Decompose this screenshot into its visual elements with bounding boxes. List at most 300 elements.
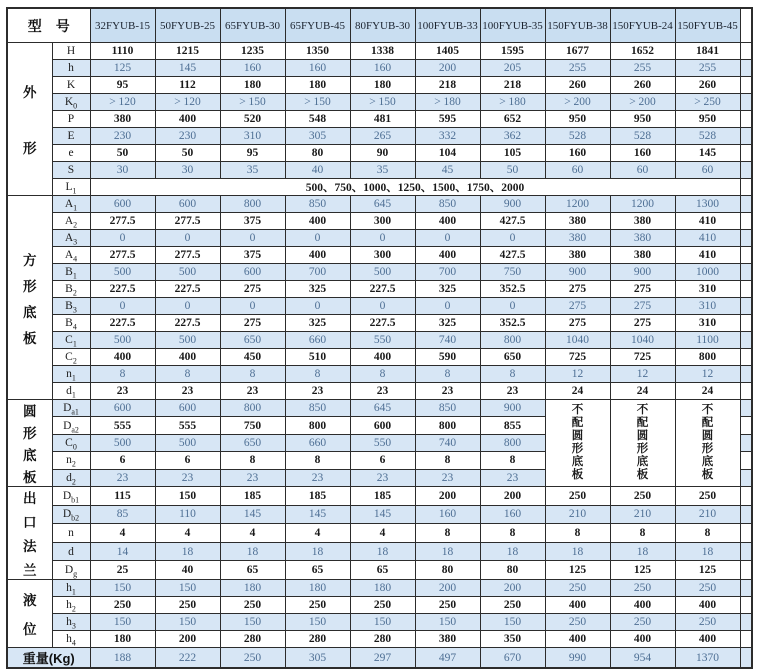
value-cell: 200 [480, 580, 545, 597]
group-label-cell: 圆 形 底 板 [7, 400, 52, 487]
spacer-column-cell [740, 247, 752, 264]
value-cell: 380 [415, 631, 480, 648]
value-cell: > 180 [480, 94, 545, 111]
value-cell: 0 [155, 298, 220, 315]
value-cell: 150 [155, 487, 220, 506]
value-cell: 275 [220, 315, 285, 332]
value-cell: 855 [480, 417, 545, 434]
value-cell: 950 [675, 111, 740, 128]
value-cell: 275 [220, 281, 285, 298]
spacer-column-cell [740, 298, 752, 315]
value-cell: 23 [155, 469, 220, 486]
value-cell: 548 [285, 111, 350, 128]
spacer-column-cell [740, 145, 752, 162]
spacer-column-cell [740, 162, 752, 179]
value-cell: 410 [675, 230, 740, 247]
table-row [7, 524, 752, 543]
value-cell: 18 [350, 542, 415, 561]
value-cell: 280 [350, 631, 415, 648]
table-row [7, 213, 752, 230]
value-cell: 8 [220, 452, 285, 469]
value-cell: 65 [220, 561, 285, 580]
value-cell: 500 [350, 264, 415, 281]
value-cell: 35 [350, 162, 415, 179]
value-cell: 725 [610, 349, 675, 366]
value-cell: 400 [350, 349, 415, 366]
spacer-column-cell [740, 60, 752, 77]
value-cell: 6 [90, 452, 155, 469]
value-cell: 180 [350, 580, 415, 597]
value-cell: 325 [285, 315, 350, 332]
value-cell: 900 [610, 264, 675, 281]
value-cell: 160 [545, 145, 610, 162]
value-cell: 400 [90, 349, 155, 366]
value-cell: 352.5 [480, 281, 545, 298]
value-cell: 125 [675, 561, 740, 580]
param-label-cell: $C_1$ [52, 332, 90, 349]
value-cell: 150 [415, 614, 480, 631]
param-label-cell: P [52, 111, 90, 128]
value-cell: 410 [675, 247, 740, 264]
table-row [7, 383, 752, 400]
value-cell: 265 [350, 128, 415, 145]
value-cell: 600 [155, 400, 220, 417]
value-cell: 0 [155, 230, 220, 247]
value-cell: 23 [220, 383, 285, 400]
value-cell: 1200 [610, 196, 675, 213]
value-cell: 250 [545, 487, 610, 506]
table-row [7, 145, 752, 162]
value-cell: 600 [90, 400, 155, 417]
value-cell: 65 [350, 561, 415, 580]
value-cell: > 150 [220, 94, 285, 111]
model-column-header: 150FYUB-45 [675, 8, 740, 43]
value-cell: 800 [675, 349, 740, 366]
spacer-column-cell [740, 43, 752, 60]
value-cell: 280 [220, 631, 285, 648]
value-cell: 250 [415, 597, 480, 614]
value-cell: 200 [415, 60, 480, 77]
value-cell: 555 [90, 417, 155, 434]
spacer-column-cell [740, 400, 752, 417]
value-cell: 1338 [350, 43, 415, 60]
table-row [7, 179, 752, 196]
value-cell: 8 [155, 366, 220, 383]
weight-value-cell: 954 [610, 648, 675, 669]
value-cell: 650 [220, 332, 285, 349]
value-cell: 8 [90, 366, 155, 383]
table-row [7, 505, 752, 524]
value-cell: 1350 [285, 43, 350, 60]
param-label-cell: $n_2$ [52, 452, 90, 469]
value-cell: 275 [545, 315, 610, 332]
value-cell: 1677 [545, 43, 610, 60]
value-cell: 0 [350, 230, 415, 247]
value-cell: 528 [675, 128, 740, 145]
value-cell: 400 [155, 349, 220, 366]
value-cell: 18 [285, 542, 350, 561]
value-cell: 1100 [675, 332, 740, 349]
value-cell: 650 [480, 349, 545, 366]
value-cell: 305 [285, 128, 350, 145]
value-cell: 227.5 [90, 315, 155, 332]
value-cell: 8 [415, 452, 480, 469]
table-row [7, 111, 752, 128]
value-cell: 500 [155, 332, 220, 349]
value-cell: 250 [610, 487, 675, 506]
value-cell: > 120 [155, 94, 220, 111]
param-label-cell: K [52, 77, 90, 94]
table-row [7, 247, 752, 264]
value-cell: 180 [220, 580, 285, 597]
value-cell: 12 [545, 366, 610, 383]
value-cell: 30 [155, 162, 220, 179]
value-cell: 332 [415, 128, 480, 145]
weight-value-cell: 188 [90, 648, 155, 669]
value-cell: 227.5 [350, 281, 415, 298]
value-cell: 185 [220, 487, 285, 506]
value-cell: 50 [480, 162, 545, 179]
value-cell: 4 [285, 524, 350, 543]
group-label-cell: 外 形 [7, 43, 52, 196]
param-label-cell: $B_4$ [52, 315, 90, 332]
value-cell: 250 [90, 597, 155, 614]
param-label-cell: $h_4$ [52, 631, 90, 648]
value-cell: 150 [480, 614, 545, 631]
group-label-cell: 出 口 法 兰 [7, 487, 52, 580]
value-cell: 427.5 [480, 213, 545, 230]
model-column-header: 150FYUB-24 [610, 8, 675, 43]
value-cell: 850 [415, 400, 480, 417]
value-cell: 150 [155, 580, 220, 597]
value-cell: > 200 [610, 94, 675, 111]
table-row [7, 631, 752, 648]
table-row [7, 597, 752, 614]
value-cell: 600 [155, 196, 220, 213]
value-cell: 145 [220, 505, 285, 524]
value-cell: 590 [415, 349, 480, 366]
param-label-cell: $L_1$ [52, 179, 90, 196]
value-cell: 900 [480, 196, 545, 213]
param-label-cell: $B_3$ [52, 298, 90, 315]
value-cell: 227.5 [155, 281, 220, 298]
param-label-cell: h [52, 60, 90, 77]
spacer-column-cell [740, 230, 752, 247]
value-cell: 150 [350, 614, 415, 631]
value-cell: 18 [480, 542, 545, 561]
value-cell: 380 [610, 247, 675, 264]
value-cell: 205 [480, 60, 545, 77]
value-cell: 325 [415, 281, 480, 298]
value-cell: 255 [545, 60, 610, 77]
value-cell: 4 [350, 524, 415, 543]
value-cell: 200 [155, 631, 220, 648]
param-label-cell: $n_1$ [52, 366, 90, 383]
value-cell: 0 [285, 298, 350, 315]
value-cell: 400 [155, 111, 220, 128]
value-cell: 90 [350, 145, 415, 162]
value-cell: 227.5 [155, 315, 220, 332]
value-cell: 150 [220, 614, 285, 631]
value-cell: 1300 [675, 196, 740, 213]
value-cell: 23 [480, 469, 545, 486]
value-cell: 23 [220, 469, 285, 486]
value-cell: 250 [350, 597, 415, 614]
value-cell: 410 [675, 213, 740, 230]
value-cell: 650 [220, 434, 285, 451]
value-cell: 380 [545, 247, 610, 264]
value-cell: 500 [90, 264, 155, 281]
table-row [7, 94, 752, 111]
value-cell: 500 [155, 434, 220, 451]
value-cell: 700 [415, 264, 480, 281]
spacer-column-cell [740, 417, 752, 434]
value-cell: 800 [220, 196, 285, 213]
value-cell: 23 [285, 383, 350, 400]
weight-value-cell: 1370 [675, 648, 740, 669]
weight-value-cell: 297 [350, 648, 415, 669]
param-label-cell: $h_1$ [52, 580, 90, 597]
param-label-cell: E [52, 128, 90, 145]
value-cell: 375 [220, 247, 285, 264]
param-label-cell: $C_2$ [52, 349, 90, 366]
param-label-cell: $h_3$ [52, 614, 90, 631]
value-cell: 60 [675, 162, 740, 179]
value-cell: 750 [220, 417, 285, 434]
value-cell: 18 [220, 542, 285, 561]
value-cell: 1200 [545, 196, 610, 213]
table-row [7, 77, 752, 94]
value-cell: 218 [415, 77, 480, 94]
value-cell: 850 [415, 196, 480, 213]
value-cell: 23 [415, 383, 480, 400]
value-cell: 200 [415, 487, 480, 506]
value-cell: > 200 [545, 94, 610, 111]
param-label-cell: $D_{b1}$ [52, 487, 90, 506]
spacer-column-cell [740, 487, 752, 506]
spacer-column-cell [740, 179, 752, 196]
value-cell: 350 [480, 631, 545, 648]
table-row [7, 264, 752, 281]
param-label-cell: $C_0$ [52, 434, 90, 451]
value-cell: 275 [545, 298, 610, 315]
table-row [7, 196, 752, 213]
value-cell: 115 [90, 487, 155, 506]
value-cell: 105 [480, 145, 545, 162]
value-cell: 325 [415, 315, 480, 332]
no-round-base-note-cell: 不 配 圆 形 底 板 [545, 400, 610, 487]
weight-value-cell: 250 [220, 648, 285, 669]
value-cell: 180 [285, 77, 350, 94]
weight-value-cell: 222 [155, 648, 220, 669]
value-cell: 528 [545, 128, 610, 145]
value-cell: 400 [610, 631, 675, 648]
value-cell: 80 [285, 145, 350, 162]
value-cell: 23 [90, 383, 155, 400]
value-cell: 112 [155, 77, 220, 94]
value-cell: 18 [610, 542, 675, 561]
value-cell: 325 [285, 281, 350, 298]
param-label-cell: d [52, 542, 90, 561]
param-label-cell: n [52, 524, 90, 543]
value-cell: 600 [220, 264, 285, 281]
value-cell: 310 [220, 128, 285, 145]
value-cell: 227.5 [350, 315, 415, 332]
value-cell: 250 [220, 597, 285, 614]
value-cell: 700 [285, 264, 350, 281]
param-label-cell: $D_{a1}$ [52, 400, 90, 417]
value-cell: 60 [610, 162, 675, 179]
spacer-column-cell [740, 434, 752, 451]
param-label-cell: $B_2$ [52, 281, 90, 298]
value-cell: 950 [545, 111, 610, 128]
value-cell: 0 [480, 230, 545, 247]
value-cell: 250 [675, 614, 740, 631]
value-cell: 95 [220, 145, 285, 162]
spacer-column-cell [740, 8, 752, 43]
value-cell: 23 [350, 383, 415, 400]
value-cell: 0 [415, 298, 480, 315]
value-cell: 0 [220, 298, 285, 315]
table-row [7, 366, 752, 383]
param-label-cell: $A_2$ [52, 213, 90, 230]
value-cell: 380 [610, 230, 675, 247]
weight-value-cell: 305 [285, 648, 350, 669]
value-cell: 35 [220, 162, 285, 179]
value-cell: 25 [90, 561, 155, 580]
value-cell: 750 [480, 264, 545, 281]
value-cell: 23 [350, 469, 415, 486]
value-cell: 800 [220, 400, 285, 417]
value-cell: 400 [285, 213, 350, 230]
value-cell: 310 [675, 298, 740, 315]
value-cell: 110 [155, 505, 220, 524]
value-cell: 550 [350, 434, 415, 451]
value-cell: 380 [90, 111, 155, 128]
param-label-cell: $D_{a2}$ [52, 417, 90, 434]
value-cell: 6 [350, 452, 415, 469]
spacer-column-cell [740, 332, 752, 349]
table-row [7, 60, 752, 77]
spacer-column-cell [740, 128, 752, 145]
table-row [7, 128, 752, 145]
value-cell: 380 [610, 213, 675, 230]
group-label-cell: 液 位 [7, 580, 52, 648]
value-cell: 400 [675, 631, 740, 648]
value-cell: 400 [610, 597, 675, 614]
model-column-header: 65FYUB-45 [285, 8, 350, 43]
value-cell: 660 [285, 332, 350, 349]
value-cell: 0 [220, 230, 285, 247]
param-label-cell: $d_2$ [52, 469, 90, 486]
value-cell: 150 [155, 614, 220, 631]
value-cell: 150 [90, 614, 155, 631]
value-cell: 260 [610, 77, 675, 94]
value-cell: 250 [610, 580, 675, 597]
value-cell: 8 [480, 524, 545, 543]
weight-value-cell: 670 [480, 648, 545, 669]
value-cell: 160 [610, 145, 675, 162]
table-row [7, 332, 752, 349]
value-cell: 362 [480, 128, 545, 145]
param-label-cell: $D_g$ [52, 561, 90, 580]
value-cell: 255 [610, 60, 675, 77]
value-cell: 95 [90, 77, 155, 94]
param-label-cell: $B_1$ [52, 264, 90, 281]
value-cell: 40 [155, 561, 220, 580]
value-cell: 8 [285, 366, 350, 383]
value-cell: 375 [220, 213, 285, 230]
value-cell: 200 [415, 580, 480, 597]
value-cell: 500 [155, 264, 220, 281]
value-cell: 275 [610, 281, 675, 298]
table-row [7, 400, 752, 417]
param-label-cell: $D_{b2}$ [52, 505, 90, 524]
value-cell: 30 [90, 162, 155, 179]
value-cell: 800 [415, 417, 480, 434]
spacer-column-cell [740, 505, 752, 524]
value-cell: 740 [415, 434, 480, 451]
param-label-cell: e [52, 145, 90, 162]
value-cell: 180 [350, 77, 415, 94]
value-cell: 450 [220, 349, 285, 366]
value-cell: 45 [415, 162, 480, 179]
value-cell: 160 [480, 505, 545, 524]
value-cell: > 150 [350, 94, 415, 111]
table-row [7, 298, 752, 315]
value-cell: 18 [155, 542, 220, 561]
value-cell: 230 [90, 128, 155, 145]
spacer-column-cell [740, 452, 752, 469]
value-cell: 300 [350, 213, 415, 230]
value-cell: 185 [350, 487, 415, 506]
value-cell: 277.5 [155, 247, 220, 264]
value-cell: 8 [610, 524, 675, 543]
value-cell: 1841 [675, 43, 740, 60]
value-cell: 600 [90, 196, 155, 213]
value-cell: 310 [675, 315, 740, 332]
value-cell: 950 [610, 111, 675, 128]
value-cell: 800 [480, 332, 545, 349]
value-cell: 1405 [415, 43, 480, 60]
value-cell: 80 [480, 561, 545, 580]
value-cell: 255 [675, 60, 740, 77]
value-cell: 160 [415, 505, 480, 524]
table-row [7, 542, 752, 561]
value-cell: 250 [610, 614, 675, 631]
value-cell: 24 [545, 383, 610, 400]
spacer-column-cell [740, 111, 752, 128]
value-cell: 250 [675, 580, 740, 597]
value-cell: 125 [545, 561, 610, 580]
weight-label-cell: 重量(Kg) [7, 648, 90, 669]
table-body [7, 43, 752, 669]
value-cell: 4 [220, 524, 285, 543]
value-cell: 275 [545, 281, 610, 298]
value-cell: 145 [285, 505, 350, 524]
value-cell: 900 [480, 400, 545, 417]
value-cell: 23 [155, 383, 220, 400]
value-cell: 550 [350, 332, 415, 349]
value-cell: 50 [155, 145, 220, 162]
value-cell: 180 [285, 580, 350, 597]
param-label-cell: S [52, 162, 90, 179]
value-cell: 740 [415, 332, 480, 349]
value-cell: 125 [610, 561, 675, 580]
value-cell: 104 [415, 145, 480, 162]
value-cell: 8 [480, 366, 545, 383]
value-cell: 8 [415, 366, 480, 383]
